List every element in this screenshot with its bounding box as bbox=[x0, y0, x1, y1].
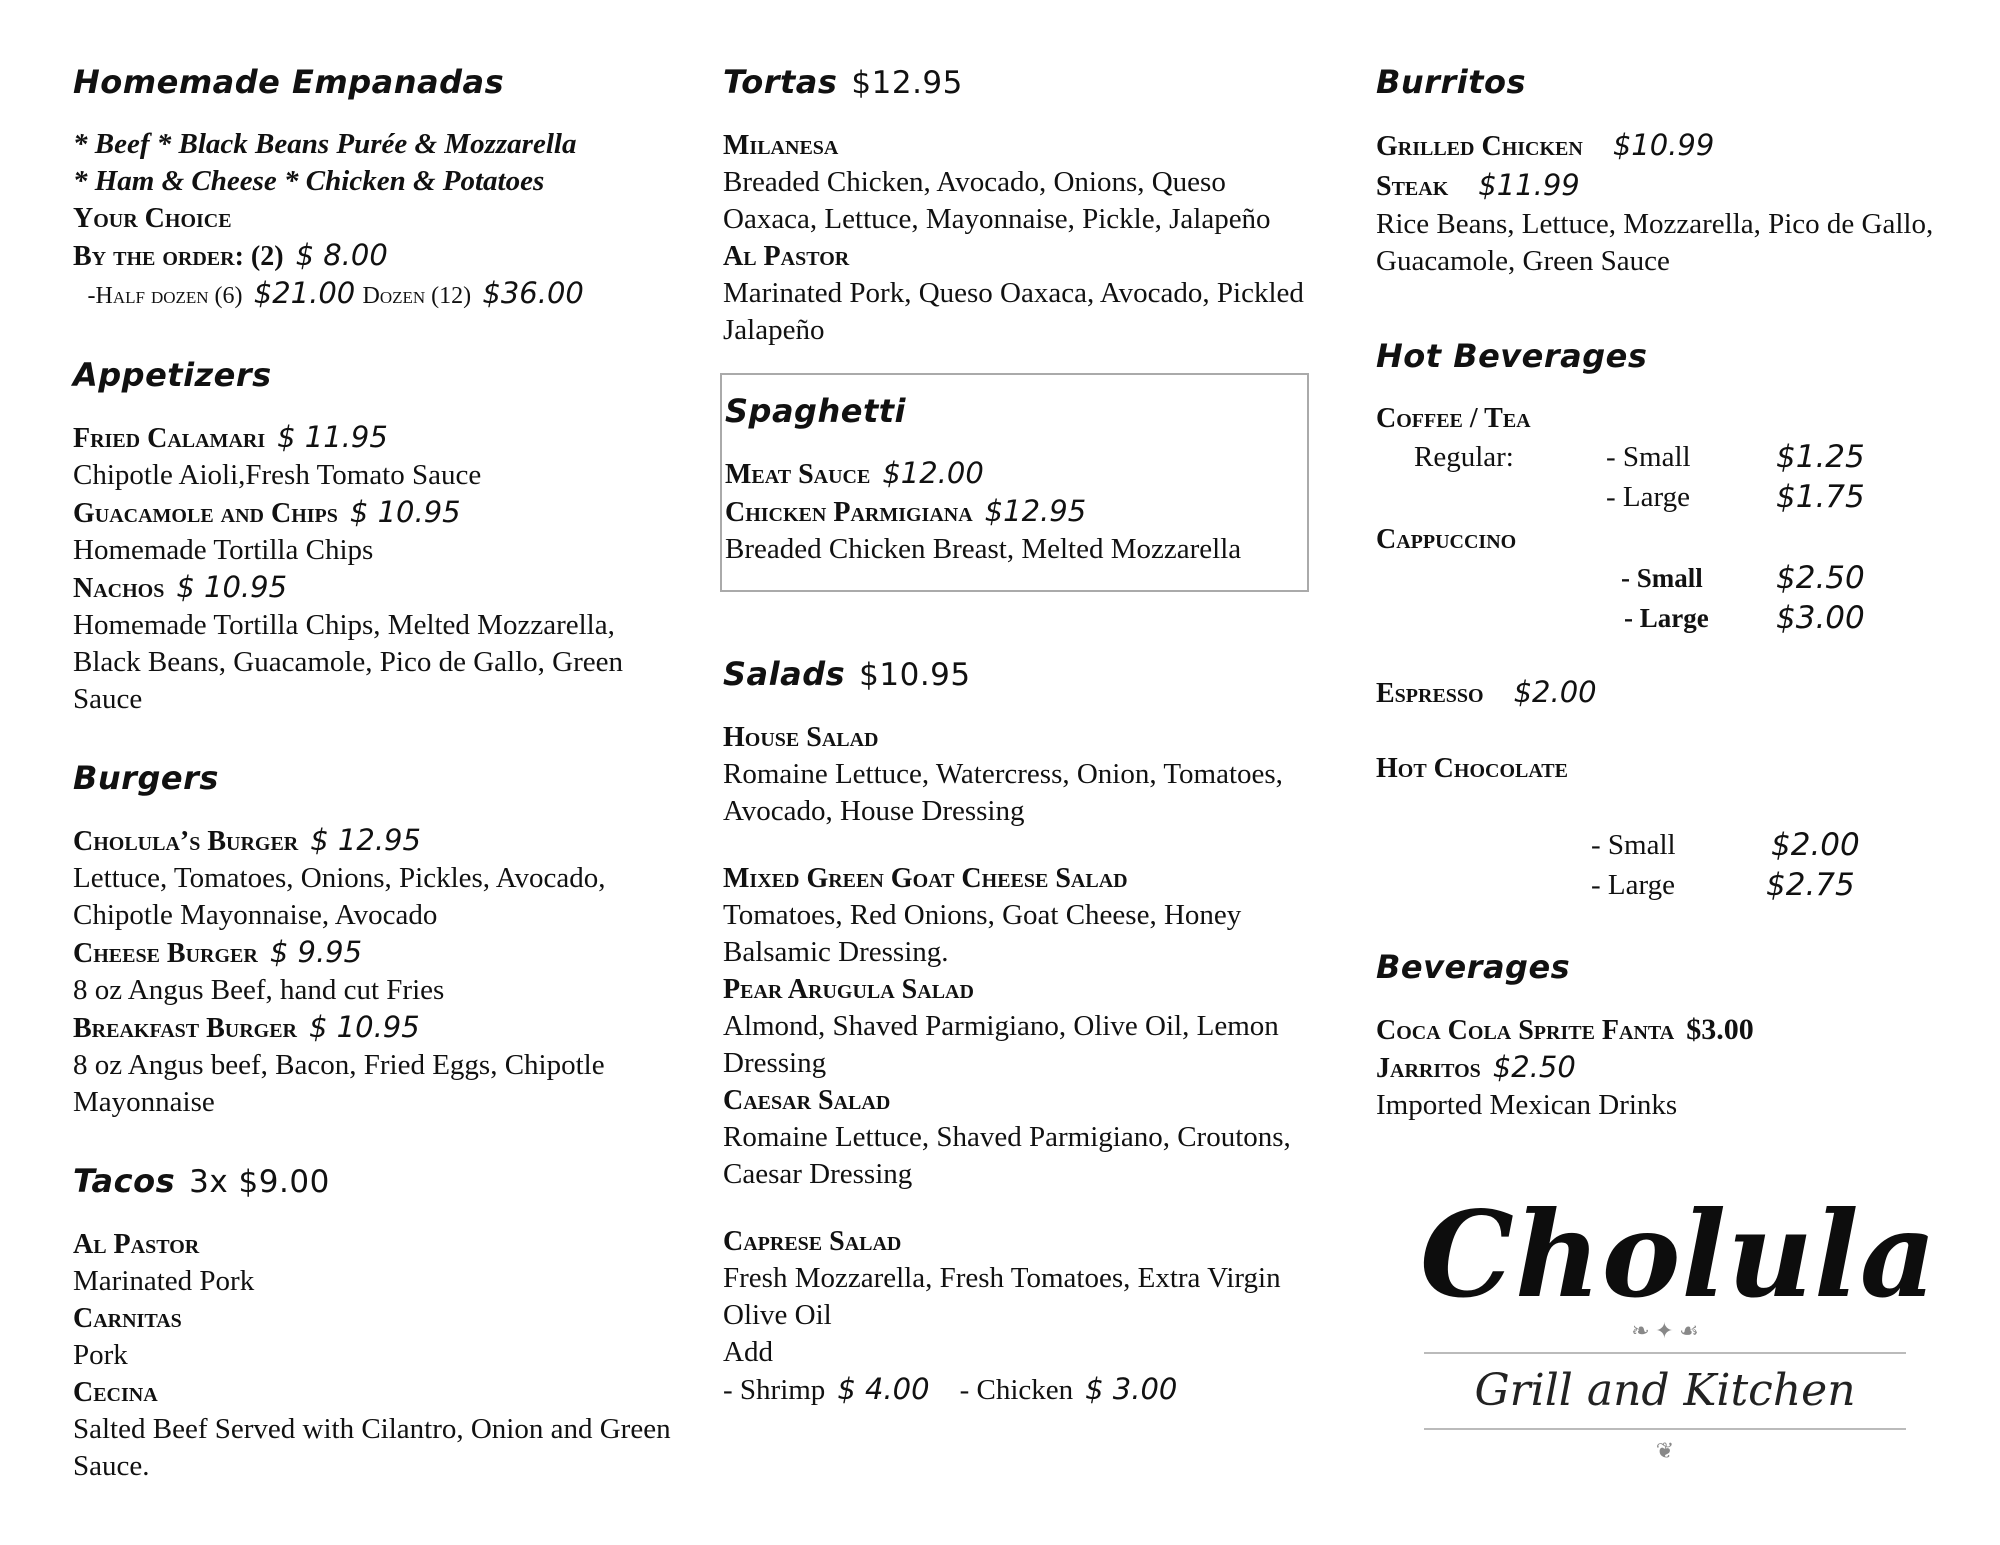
menu-item-name: Cheese Burger $ 9.95 bbox=[73, 935, 363, 969]
size-price: $3.00 bbox=[1776, 600, 1865, 636]
menu-item-name: Mixed Green Goat Cheese Salad bbox=[723, 863, 1128, 894]
menu-item-name: Jarritos $2.50 bbox=[1376, 1050, 1576, 1084]
menu-item-name: Milanesa bbox=[723, 130, 839, 161]
price-row bbox=[1376, 477, 1936, 517]
menu-item-desc: Breaded Chicken Breast, Melted Mozzarella bbox=[725, 533, 1242, 565]
menu-item-name: Caprese Salad bbox=[723, 1226, 902, 1257]
price-row bbox=[1376, 825, 1936, 865]
section-title: Homemade Empanadas bbox=[73, 63, 505, 101]
size-label: - Large bbox=[1624, 603, 1709, 633]
section-title: Spaghetti bbox=[725, 392, 906, 430]
section-price: $10.95 bbox=[859, 657, 971, 693]
menu-item-name: Meat Sauce $12.00 bbox=[725, 456, 984, 490]
empanada-choice: Your Choice bbox=[73, 203, 232, 234]
menu-item-name: Caesar Salad bbox=[723, 1085, 891, 1116]
menu-item-name: Grilled Chicken $10.99 bbox=[1376, 128, 1715, 162]
logo-tagline: Grill and Kitchen bbox=[1474, 1365, 1856, 1416]
logo-divider bbox=[1424, 1428, 1906, 1430]
menu-item-desc: 8 oz Angus beef, Bacon, Fried Eggs, Chipotle Mayonnaise bbox=[73, 1049, 605, 1118]
section-price: 3x $9.00 bbox=[189, 1164, 330, 1200]
menu-item-desc: Romaine Lettuce, Shaved Parmigiano, Croutons, Caesar Dressing bbox=[723, 1121, 1291, 1190]
price-row bbox=[1376, 598, 1936, 638]
menu-item-desc: Salted Beef Served with Cilantro, Onion and Green Sauce. bbox=[73, 1413, 671, 1482]
regular-label: Regular: bbox=[1414, 441, 1514, 473]
menu-item-name: Cappuccino bbox=[1376, 524, 1517, 555]
menu-item-name: Fried Calamari $ 11.95 bbox=[73, 420, 388, 454]
menu-item-name: Guacamole and Chips $ 10.95 bbox=[73, 495, 461, 529]
logo-name: Cholula bbox=[1420, 1185, 1938, 1324]
menu-item-name: Steak $11.99 bbox=[1376, 168, 1580, 202]
menu-item-price: $2.50 bbox=[1492, 1050, 1576, 1084]
half-dozen-price: $21.00 bbox=[253, 276, 356, 310]
size-label: - Large bbox=[1606, 481, 1690, 513]
menu-item-name: Coca Cola Sprite Fanta $3.00 bbox=[1376, 1013, 1754, 1046]
section-burritos bbox=[1376, 60, 1936, 280]
menu-item-desc: Rice Beans, Lettuce, Mozzarella, Pico de Gallo, Guacamole, Green Sauce bbox=[1376, 208, 1934, 277]
menu-item-desc: Lettuce, Tomatoes, Onions, Pickles, Avocado, Chipotle Mayonnaise, Avocado bbox=[73, 862, 606, 931]
menu-item-name: Carnitas bbox=[73, 1303, 182, 1334]
menu-item-price: $3.00 bbox=[1686, 1013, 1754, 1046]
empanada-dozen-line bbox=[73, 275, 673, 315]
menu-item-desc: Homemade Tortilla Chips bbox=[73, 534, 374, 566]
price-row bbox=[1376, 558, 1936, 598]
menu-item-price: $ 10.95 bbox=[309, 1010, 420, 1044]
menu-item-price: $10.99 bbox=[1612, 128, 1715, 162]
section-title: Tacos 3x $9.00 bbox=[73, 1162, 330, 1200]
order-label: By the order: (2) bbox=[73, 241, 284, 272]
flourish-ornament-icon: ❧ ✦ ☙ bbox=[1631, 1318, 1699, 1343]
menu-item-desc: 8 oz Angus Beef, hand cut Fries bbox=[73, 974, 445, 1006]
menu-item-price: $2.00 bbox=[1513, 675, 1597, 709]
size-label: - Small bbox=[1606, 441, 1691, 473]
order-price: $ 8.00 bbox=[295, 238, 388, 272]
menu-item-desc: Romaine Lettuce, Watercress, Onion, Tomatoes, Avocado, House Dressing bbox=[723, 758, 1283, 827]
menu-item-name: House Salad bbox=[723, 722, 879, 753]
section-title: Salads $10.95 bbox=[723, 655, 971, 693]
menu-item-price: $ 10.95 bbox=[349, 495, 461, 529]
empanada-flavors-line: * Ham & Cheese * Chicken & Potatoes bbox=[73, 165, 545, 197]
add-chicken-price: $ 3.00 bbox=[1085, 1372, 1178, 1406]
add-shrimp-price: $ 4.00 bbox=[837, 1372, 930, 1406]
size-price: $2.00 bbox=[1771, 827, 1860, 863]
menu-item-desc: Breaded Chicken, Avocado, Onions, Queso Oaxaca, Lettuce, Mayonnaise, Pickle, Jalapeño bbox=[723, 166, 1271, 235]
empanada-order bbox=[73, 237, 673, 275]
section-title: Burritos bbox=[1376, 63, 1527, 101]
section-empanadas bbox=[73, 60, 673, 315]
menu-item-desc: Marinated Pork, Queso Oaxaca, Avocado, Pickled Jalapeño bbox=[723, 277, 1304, 346]
salad-add-label: Add bbox=[723, 1336, 773, 1368]
menu-item-name: Nachos $ 10.95 bbox=[73, 570, 288, 604]
menu-item-price: $ 11.95 bbox=[277, 420, 388, 454]
section-tacos bbox=[73, 1159, 673, 1485]
empanada-flavors-line: * Beef * Black Beans Purée & Mozzarella bbox=[73, 128, 577, 160]
menu-item-name: Chicken Parmigiana $12.95 bbox=[725, 494, 1087, 528]
menu-item-name: Pear Arugula Salad bbox=[723, 974, 974, 1005]
menu-item-desc: Fresh Mozzarella, Fresh Tomatoes, Extra Virgin Olive Oil bbox=[723, 1262, 1281, 1331]
menu-item-name: Al Pastor bbox=[723, 241, 850, 272]
dozen-price: $36.00 bbox=[482, 276, 584, 310]
section-salads bbox=[723, 652, 1313, 1409]
section-price: $12.95 bbox=[851, 65, 963, 101]
menu-item-name: Cholula’s Burger $ 12.95 bbox=[73, 823, 421, 857]
section-hot-beverages bbox=[1376, 334, 1936, 905]
menu-item-name: Hot Chocolate bbox=[1376, 753, 1568, 784]
dozen-label: Dozen (12) bbox=[362, 283, 472, 309]
section-burgers bbox=[73, 756, 673, 1121]
menu-item-name: Espresso $2.00 bbox=[1376, 675, 1597, 709]
flourish-ornament-icon: ❦ bbox=[1655, 1438, 1675, 1463]
section-appetizers bbox=[73, 353, 673, 718]
section-title: Hot Beverages bbox=[1376, 337, 1648, 375]
menu-item-name: Coffee / Tea bbox=[1376, 403, 1531, 434]
half-dozen-label: -Half dozen (6) bbox=[87, 283, 243, 309]
size-price: $2.50 bbox=[1776, 560, 1865, 596]
menu-item-price: $ 12.95 bbox=[310, 823, 421, 857]
size-price: $1.25 bbox=[1776, 439, 1865, 475]
size-label: - Small bbox=[1621, 563, 1703, 593]
section-spaghetti bbox=[720, 373, 1309, 592]
section-beverages bbox=[1376, 945, 1936, 1124]
menu-item-price: $12.00 bbox=[882, 456, 984, 490]
section-title: Tortas $12.95 bbox=[723, 63, 963, 101]
menu-column-right bbox=[1376, 60, 1936, 1124]
price-row bbox=[1376, 437, 1936, 477]
menu-column-middle bbox=[723, 60, 1313, 1409]
size-price: $1.75 bbox=[1776, 479, 1865, 515]
section-title: Beverages bbox=[1376, 948, 1571, 986]
logo-divider bbox=[1424, 1352, 1906, 1354]
menu-item-desc: Marinated Pork bbox=[73, 1265, 255, 1297]
menu-item-desc: Chipotle Aioli,Fresh Tomato Sauce bbox=[73, 459, 482, 491]
menu-item-price: $11.99 bbox=[1478, 168, 1580, 202]
menu-item-desc: Pork bbox=[73, 1339, 128, 1371]
salad-add-ons: - Shrimp $ 4.00 - Chicken $ 3.00 bbox=[723, 1372, 1178, 1406]
menu-item-price: $12.95 bbox=[984, 494, 1087, 528]
menu-column-left bbox=[73, 60, 673, 1485]
menu-item-name: Cecina bbox=[73, 1377, 158, 1408]
menu-item-price: $ 9.95 bbox=[269, 935, 363, 969]
menu-item-name: Breakfast Burger $ 10.95 bbox=[73, 1010, 420, 1044]
size-label: - Large bbox=[1591, 869, 1675, 901]
size-price: $2.75 bbox=[1766, 867, 1855, 903]
menu-item-price: $ 10.95 bbox=[176, 570, 288, 604]
price-row bbox=[1376, 865, 1936, 905]
section-title: Burgers bbox=[73, 759, 219, 797]
size-label: - Small bbox=[1591, 829, 1676, 861]
restaurant-logo bbox=[1420, 1185, 1938, 1470]
menu-item-desc: Almond, Shaved Parmigiano, Olive Oil, Lemon Dressing bbox=[723, 1010, 1279, 1079]
menu-item-desc: Homemade Tortilla Chips, Melted Mozzarella, Black Beans, Guacamole, Pico de Gallo, Green Sauce bbox=[73, 609, 624, 715]
menu-item-name: Al Pastor bbox=[73, 1229, 200, 1260]
section-title: Appetizers bbox=[73, 356, 272, 394]
section-tortas bbox=[723, 60, 1313, 349]
menu-item-desc: Tomatoes, Red Onions, Goat Cheese, Honey Balsamic Dressing. bbox=[723, 899, 1242, 968]
menu-item-desc: Imported Mexican Drinks bbox=[1376, 1089, 1678, 1121]
